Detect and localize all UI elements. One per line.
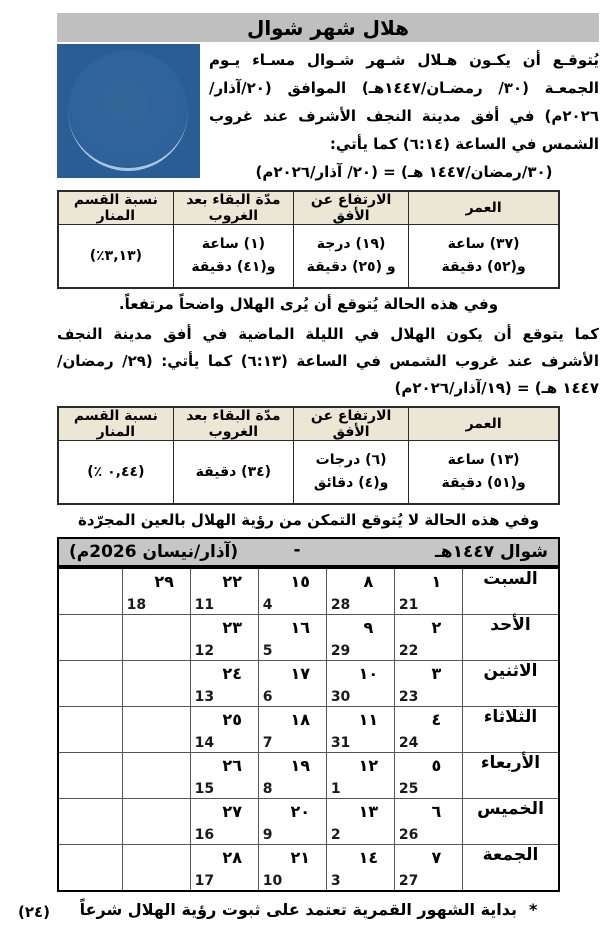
gregorian-date: 18 <box>126 597 147 613</box>
calendar-row-sunday <box>58 615 559 661</box>
hijri-date <box>139 753 190 756</box>
gregorian-date: 2 <box>330 827 341 843</box>
date-cell <box>122 707 190 753</box>
gregorian-date: 28 <box>330 597 351 613</box>
date-cell <box>190 799 258 845</box>
gregorian-date: 31 <box>330 735 351 751</box>
gregorian-date: 10 <box>262 873 283 889</box>
value-line: (١) ساعة <box>201 236 266 252</box>
gregorian-date: 23 <box>398 689 419 705</box>
date-cell <box>122 661 190 707</box>
hijri-date: ٢٧ <box>222 802 242 821</box>
day-name: الثلاثاء <box>462 707 559 753</box>
gregorian-date: 25 <box>398 781 419 797</box>
gregorian-date: 17 <box>194 873 215 889</box>
day-name: الجمعة <box>462 845 559 892</box>
hijri-date: ٢٦ <box>222 756 242 775</box>
table-value-row <box>58 441 559 505</box>
day-name: الاثنين <box>462 661 559 707</box>
hijri-date: ١٣ <box>358 802 379 821</box>
day-name: الخميس <box>462 799 559 845</box>
gregorian-date: 24 <box>398 735 419 751</box>
date-cell <box>258 753 326 799</box>
hijri-date: ٢٢ <box>222 572 242 591</box>
shawwal-calendar <box>57 567 560 892</box>
calendar-title-hijri: شوال ١٤٤٧هـ <box>435 542 548 562</box>
date-cell <box>190 845 258 892</box>
value-illuminated-ratio <box>58 225 173 289</box>
date-cell <box>394 615 462 661</box>
gregorian-date: 29 <box>330 643 351 659</box>
value-age <box>409 441 559 505</box>
date-cell <box>122 799 190 845</box>
date-cell <box>394 661 462 707</box>
empty-cell <box>58 707 122 753</box>
empty-cell <box>58 799 122 845</box>
hijri-date <box>139 707 190 710</box>
table-header-row <box>58 407 559 441</box>
gregorian-date: 7 <box>262 735 273 751</box>
hijri-date: ١٧ <box>290 664 311 683</box>
hijri-date: ٣ <box>431 664 442 683</box>
value-line: (٦) درجات <box>315 452 387 468</box>
value-line: (١٣) ساعة <box>447 452 520 468</box>
gregorian-date: 1 <box>330 781 341 797</box>
empty-cell <box>58 615 122 661</box>
date-cell <box>190 753 258 799</box>
date-cell <box>326 753 394 799</box>
value-line: و (٢٥) دقيقة <box>306 259 396 275</box>
hijri-date: ٦ <box>431 802 442 821</box>
value-age <box>409 225 559 289</box>
header-illuminated-ratio: نسبة القسم المنار <box>58 191 173 225</box>
date-cell <box>190 615 258 661</box>
day-name: الأربعاء <box>462 753 559 799</box>
calendar-row-thursday <box>58 799 559 845</box>
footnote <box>57 900 560 919</box>
hijri-date: ١٢ <box>358 756 379 775</box>
gregorian-date: 6 <box>262 689 273 705</box>
gregorian-date: 26 <box>398 827 419 843</box>
date-cell <box>394 845 462 892</box>
date-cell <box>258 799 326 845</box>
empty-cell <box>58 845 122 892</box>
visibility-table-1 <box>57 190 560 289</box>
crescent-moon-image <box>57 44 200 178</box>
hijri-date: ١٩ <box>290 756 311 775</box>
date-cell <box>258 845 326 892</box>
date-cell <box>122 845 190 892</box>
gregorian-date: 9 <box>262 827 273 843</box>
hijri-date: ٢٥ <box>222 710 242 729</box>
gregorian-date: 27 <box>398 873 419 889</box>
day-name: السبت <box>462 568 559 615</box>
gregorian-date: 30 <box>330 689 351 705</box>
calendar-row-saturday <box>58 568 559 615</box>
gregorian-date: 13 <box>194 689 215 705</box>
hijri-date: ١٦ <box>290 618 311 637</box>
hijri-date: ٢٠ <box>290 802 311 821</box>
calendar-header <box>57 537 560 567</box>
value-altitude <box>293 225 408 289</box>
date-cell <box>122 615 190 661</box>
gregorian-date: 5 <box>262 643 273 659</box>
value-line: و(٥١) دقيقة <box>441 475 526 491</box>
date-cell <box>190 707 258 753</box>
gregorian-date: 3 <box>330 873 341 889</box>
intro-text-block <box>209 44 599 186</box>
date-cell <box>326 661 394 707</box>
date-cell <box>258 568 326 615</box>
value-line: و(٥٢) دقيقة <box>441 259 526 275</box>
hijri-date: ٤ <box>431 710 442 729</box>
page-title: هلال شهر شوال <box>57 13 599 42</box>
date-cell <box>326 568 394 615</box>
date-cell <box>394 707 462 753</box>
date-cell <box>122 753 190 799</box>
hijri-date: ٨ <box>363 572 374 591</box>
header-altitude: الارتفاع عن الأفق <box>293 407 408 441</box>
second-night-paragraph: كما يتوقع أن يكون الهلال في الليلة الماضية في أفق مدينة النجف الأشرف عند غروب الشمس في الساعة (٦:١٣) كما يأتي: (٢٩/ رمضان/ ١٤٤٧ هـ) = (١٩/آذار/٢٠٢٦م) <box>57 325 599 397</box>
date-cell <box>394 799 462 845</box>
value-line: و(٤١) دقيقة <box>191 259 276 275</box>
hijri-date: ٢٣ <box>222 618 242 637</box>
gregorian-date: 12 <box>194 643 215 659</box>
value-line: (١٩) درجة <box>316 236 386 252</box>
value-line: و(٤) دقائق <box>313 475 389 491</box>
date-cell <box>326 615 394 661</box>
table-header-row <box>58 191 559 225</box>
intro-section <box>57 44 599 186</box>
intro-paragraph: يُتوقـع أن يكـون هـلال شـهر شـوال مسـاء يـوم الجمعـة (٣٠/ رمضـان/١٤٤٧هـ) الموافق (٢٠/آذار/٢٠٢٦م) في أفق مدينة النجف الأشرف عند غروب الشمس في الساعة (٦:١٤) كما يأتي: <box>209 51 599 153</box>
visibility-note-2: وفي هذه الحالة لا يُتوقع التمكن من رؤية الهلال بالعين المجرّدة <box>77 511 540 529</box>
date-cell <box>122 568 190 615</box>
empty-cell <box>58 753 122 799</box>
day-name: الأحد <box>462 615 559 661</box>
gregorian-date: 11 <box>194 597 215 613</box>
date-cell <box>326 799 394 845</box>
empty-cell <box>58 568 122 615</box>
hijri-date: ٢٩ <box>154 572 174 591</box>
gregorian-date: 22 <box>398 643 419 659</box>
footnote-marker: * <box>529 900 538 919</box>
calendar-row-tuesday <box>58 707 559 753</box>
date-cell <box>326 707 394 753</box>
value-line: (٣,١٣٪) <box>89 247 143 264</box>
hijri-date: ٢١ <box>290 848 311 867</box>
table-value-row <box>58 225 559 289</box>
date-cell <box>190 661 258 707</box>
hijri-date: ١١ <box>358 710 379 729</box>
hijri-date <box>139 615 190 618</box>
hijri-date: ٢٤ <box>222 664 242 683</box>
hijri-date: ٩ <box>363 618 374 637</box>
hijri-date <box>139 799 190 802</box>
date-cell <box>394 568 462 615</box>
header-altitude: الارتفاع عن الأفق <box>293 191 408 225</box>
gregorian-date: 8 <box>262 781 273 797</box>
gregorian-date: 16 <box>194 827 215 843</box>
header-stay-duration: مدّة البقاء بعد الغروب <box>173 407 293 441</box>
moon-disc-icon <box>68 51 188 171</box>
hijri-date: ١٥ <box>290 572 311 591</box>
calendar-title-gregorian: (آذار/نيسان 2026م) <box>69 542 239 562</box>
date-cell <box>258 615 326 661</box>
date-cell <box>326 845 394 892</box>
value-illuminated-ratio <box>58 441 173 505</box>
calendar-row-wednesday <box>58 753 559 799</box>
header-age: العمر <box>409 191 559 225</box>
date-cell <box>258 707 326 753</box>
hijri-date: ٥ <box>431 756 442 775</box>
date-cell <box>190 568 258 615</box>
calendar-row-friday <box>58 845 559 892</box>
calendar-title-separator: - <box>293 540 301 560</box>
header-age: العمر <box>409 407 559 441</box>
header-stay-duration: مدّة البقاء بعد الغروب <box>173 191 293 225</box>
hijri-date: ١٨ <box>290 710 311 729</box>
date-cell <box>258 661 326 707</box>
value-altitude <box>293 441 408 505</box>
hijri-date: ٧ <box>431 848 442 867</box>
visibility-table-2 <box>57 406 560 505</box>
hijri-date: ٢٨ <box>222 848 242 867</box>
empty-cell <box>58 661 122 707</box>
header-illuminated-ratio: نسبة القسم المنار <box>58 407 173 441</box>
page-number: (٢٤) <box>18 903 51 921</box>
value-stay-duration <box>173 441 293 505</box>
gregorian-date: 4 <box>262 597 273 613</box>
calendar-row-monday <box>58 661 559 707</box>
hijri-date: ١٠ <box>358 664 379 683</box>
gregorian-date: 14 <box>194 735 215 751</box>
value-line: (٣٧) ساعة <box>447 236 520 252</box>
value-stay-duration <box>173 225 293 289</box>
date-equation: (٣٠/رمضان/١٤٤٧ هـ) = (٢٠/ آذار/٢٠٢٦م) <box>255 163 553 181</box>
hijri-date <box>139 845 190 848</box>
footnote-text: بداية الشهور القمرية تعتمد على ثبوت رؤية الهلال شرعاً <box>79 900 518 919</box>
gregorian-date: 21 <box>398 597 419 613</box>
gregorian-date: 15 <box>194 781 215 797</box>
hijri-date: ١٤ <box>358 848 379 867</box>
value-line: (٠,٤٤ ٪) <box>87 463 145 480</box>
visibility-note-1: وفي هذه الحالة يُتوقع أن يُرى الهلال واضحاً مرتفعاً. <box>118 295 499 313</box>
date-cell <box>394 753 462 799</box>
hijri-date: ٢ <box>431 618 442 637</box>
value-line: (٣٤) دقيقة <box>195 463 272 480</box>
hijri-date: ١ <box>431 572 442 591</box>
hijri-date <box>139 661 190 664</box>
